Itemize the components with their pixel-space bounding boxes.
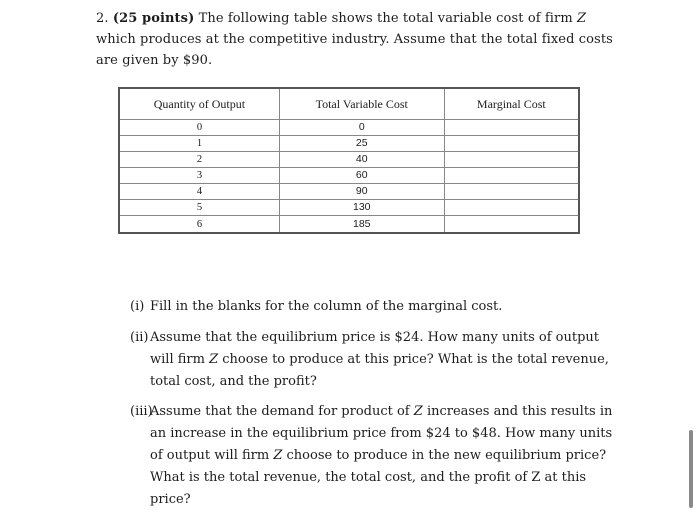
marginal-cost-cell xyxy=(444,168,579,184)
marginal-cost-cell xyxy=(444,152,579,168)
part-iii xyxy=(130,401,618,511)
tvc-cell: 40 xyxy=(279,152,444,168)
tvc-cell: 25 xyxy=(279,136,444,152)
table-row xyxy=(119,136,579,152)
table-row xyxy=(119,200,579,216)
firm-name: Z xyxy=(273,448,283,463)
firm-name: Z xyxy=(577,11,587,26)
quantity-cell: 2 xyxy=(119,152,279,168)
part-ii xyxy=(130,327,618,393)
problem-number: 2. xyxy=(96,11,109,26)
table-row xyxy=(119,216,579,234)
part-ii-text-1: Assume that the equilibrium price is $24. How many units of output will firm xyxy=(150,330,600,367)
part-ii-text xyxy=(130,327,618,393)
marginal-cost-cell xyxy=(444,200,579,216)
header-total-variable-cost: Total Variable Cost xyxy=(279,88,444,120)
table-row xyxy=(119,184,579,200)
firm-name: Z xyxy=(413,404,423,419)
header-marginal-cost: Marginal Cost xyxy=(444,88,579,120)
part-i-label: (i) xyxy=(130,299,145,314)
header-quantity-of-output: Quantity of Output xyxy=(119,88,279,120)
part-iii-label: (iii) xyxy=(130,404,153,419)
table-row xyxy=(119,120,579,136)
part-iii-text-2: increases and this results in an increase in the equilibrium price from $24 to $48. How many units of output will firm xyxy=(150,404,613,463)
marginal-cost-cell xyxy=(444,184,579,200)
part-iii-text-1: Assume that the demand for product of xyxy=(150,404,410,419)
quantity-cell: 4 xyxy=(119,184,279,200)
tvc-cell: 185 xyxy=(279,216,444,234)
table-row xyxy=(119,168,579,184)
table-row xyxy=(119,152,579,168)
marginal-cost-cell xyxy=(444,216,579,234)
quantity-cell: 0 xyxy=(119,120,279,136)
part-ii-text-2: choose to produce at this price? What is the total revenue, total cost, and the profit? xyxy=(150,352,609,389)
scrollbar-thumb[interactable] xyxy=(689,430,693,508)
tvc-cell: 60 xyxy=(279,168,444,184)
part-iii-text-3: choose to produce in the new equilibrium price? What is the total revenue, the total cost, and the profit of Z at this price? xyxy=(150,448,607,507)
tvc-cell: 130 xyxy=(279,200,444,216)
quantity-cell: 1 xyxy=(119,136,279,152)
quantity-cell: 6 xyxy=(119,216,279,234)
problem-points: (25 points) xyxy=(112,11,195,26)
table-header-row xyxy=(119,88,579,120)
part-iii-text xyxy=(130,401,618,511)
quantity-cell: 3 xyxy=(119,168,279,184)
quantity-cell: 5 xyxy=(119,200,279,216)
part-i-text: Fill in the blanks for the column of the marginal cost. xyxy=(150,299,503,314)
tvc-cell: 0 xyxy=(279,120,444,136)
problem-stem-part-2: which produces at the competitive industry. Assume that the total fixed costs are given by $90. xyxy=(96,32,613,68)
problem-stem-part-1: The following table shows the total variable cost of firm xyxy=(198,11,573,26)
marginal-cost-cell xyxy=(444,120,579,136)
part-ii-label: (ii) xyxy=(130,330,149,345)
firm-name: Z xyxy=(209,352,219,367)
marginal-cost-cell xyxy=(444,136,579,152)
cost-table xyxy=(118,87,580,234)
tvc-cell: 90 xyxy=(279,184,444,200)
part-i xyxy=(130,296,618,318)
problem-statement xyxy=(96,8,616,71)
